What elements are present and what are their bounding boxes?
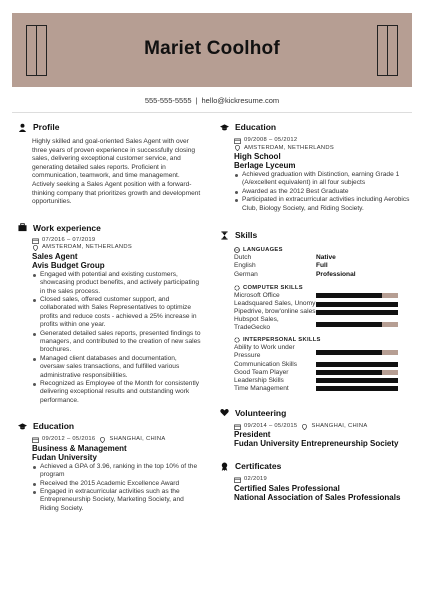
certificate-date-text: 02/2019: [244, 476, 268, 483]
skill-level-bar: [316, 302, 398, 307]
skill-level-fill: [316, 293, 382, 298]
languages-subheading: [220, 246, 410, 254]
skill-name: Pipedrive, brow'online sales: [234, 308, 316, 316]
list-item: Engaged with potential and existing customers, showcasing product benefits, and actively participating in the sales process.: [32, 271, 203, 296]
location-pin-icon: [301, 424, 308, 430]
certificates-heading: [220, 460, 410, 472]
skills-title: Skills: [235, 230, 258, 241]
language-row: [220, 262, 410, 270]
skill-level-fill: [316, 386, 398, 391]
calendar-icon: [32, 437, 39, 443]
language-level: Native: [316, 254, 336, 262]
volunteering-title: Volunteering: [235, 407, 287, 418]
profile-text: Highly skilled and goal-oriented Sales Agent with over three years of proven experience in successfully closing sales, delivering exceptional customer service, and generating detailed sales reports. Proficient in communication, teamwork, and time management. Actively seeking a Sales Agent position with a forward-thinking company that prioritizes growth and development opportunities.: [32, 138, 201, 206]
skill-row: [220, 369, 410, 377]
skill-name: Good Team Player: [234, 368, 289, 376]
globe-icon: [234, 247, 240, 253]
hs-bullets: [220, 171, 410, 213]
calendar-icon: [32, 238, 39, 244]
calendar-icon: [234, 424, 241, 430]
skill-row: [220, 344, 410, 360]
skill-level-fill: [316, 378, 398, 383]
gear-icon: [234, 285, 240, 291]
volunteering-dates: [220, 423, 410, 431]
work-title: Work experience: [33, 222, 101, 233]
hs-location-text: AMSTERDAM, NETHERLANDS: [244, 144, 335, 151]
skill-level-bar: [316, 310, 398, 315]
interpersonal-skills-title: INTERPERSONAL SKILLS: [243, 337, 321, 344]
list-item: Managed client databases and documentation, oversaw sales transactions, and fulfilled various administrative responsibilities.: [32, 355, 203, 380]
skill-level-bar: [316, 293, 398, 298]
language-row: [220, 271, 410, 279]
right-column: [220, 121, 410, 502]
skill-level-bar: [316, 386, 398, 391]
hs-school: Berlage Lyceum: [234, 161, 296, 170]
calendar-icon: [234, 477, 241, 483]
award-icon: [220, 462, 229, 471]
skill-name: Hubspot Sales, TradeGecko: [234, 316, 279, 332]
certificate-org: National Association of Sales Professionals: [234, 492, 401, 502]
education-title: Education: [33, 421, 75, 432]
skill-row: [220, 308, 410, 316]
person-icon: [18, 123, 27, 132]
graduation-cap-icon: [220, 123, 229, 132]
education-location: [99, 436, 165, 444]
work-role: Sales Agent: [32, 251, 78, 261]
list-item: Participated in extracurricular activities including Aerobics Club, Biology Society, and Riding Society.: [234, 196, 410, 213]
volunteering-dates-text: 09/2014 – 05/2015: [244, 422, 298, 429]
language-row: [220, 254, 410, 262]
work-location: [18, 244, 203, 252]
computer-skills-subheading: [220, 284, 410, 292]
education-degree: Business & Management: [32, 443, 127, 453]
language-name: Dutch: [234, 254, 252, 262]
skill-name: Leadership Skills: [234, 376, 284, 384]
work-dates-text: 07/2016 – 07/2019: [42, 236, 96, 243]
email[interactable]: hello@kickresume.com: [201, 96, 280, 105]
skill-level-fill: [316, 322, 382, 327]
certificate-date: [220, 476, 410, 484]
education-location-text: SHANGHAI, CHINA: [109, 436, 166, 443]
certificates-title: Certificates: [235, 461, 282, 472]
education-dates-text: 09/2012 – 05/2016: [42, 436, 96, 443]
list-item: Engaged in extracurricular activities such as the Entrepreneurship Society, Marketing Society, and Riding Society.: [32, 488, 203, 513]
location-pin-icon: [234, 145, 241, 151]
computer-skills-list: [220, 292, 410, 332]
volunteering-heading: [220, 407, 410, 419]
languages-title: LANGUAGES: [243, 247, 283, 254]
skill-row: [220, 300, 410, 308]
volunteering-role: President: [234, 430, 271, 440]
skill-level-fill: [316, 310, 398, 315]
calendar-icon: [234, 138, 241, 144]
volunteering-org: Fudan University Entrepreneurship Society: [234, 439, 399, 449]
hs-degree: High School: [234, 152, 281, 161]
work-bullets: [18, 271, 203, 406]
graduation-cap-icon: [18, 422, 27, 431]
skill-row: [220, 377, 410, 385]
location-pin-icon: [32, 245, 39, 251]
hourglass-icon: [220, 231, 229, 240]
skills-heading: [220, 229, 410, 241]
education-heading: [18, 420, 203, 432]
hs-location: [220, 145, 410, 153]
profile-heading: [18, 121, 203, 133]
hs-dates-text: 09/2008 – 05/2012: [244, 137, 298, 143]
skill-row: [220, 385, 410, 393]
skill-level-fill: [316, 370, 382, 375]
interpersonal-skills-list: [220, 344, 410, 393]
hs-dates: [220, 137, 410, 145]
education-dates: [18, 436, 203, 444]
skill-name: Leadsquared Sales, Unomy: [234, 300, 316, 308]
skill-row: [220, 316, 410, 332]
skill-level-bar: [316, 362, 398, 367]
skill-name: Ability to Work under Pressure: [234, 344, 295, 360]
skill-level-fill: [316, 302, 398, 307]
interpersonal-skills-subheading: [220, 336, 410, 344]
skill-level-bar: [316, 378, 398, 383]
list-item: Closed sales, offered customer support, and collaborated with Sales Representatives to optimize profits and reduce costs - achieved a 25% increase in profits within one year.: [32, 296, 203, 330]
work-dates: [18, 237, 203, 245]
work-org: Avis Budget Group: [32, 260, 105, 270]
skill-level-bar: [316, 350, 398, 355]
language-level: Professional: [316, 270, 356, 278]
list-item: Awarded as the 2012 Best Graduate: [234, 188, 410, 196]
heart-icon: [220, 408, 229, 417]
contact-line: [0, 96, 424, 105]
location-pin-icon: [99, 437, 106, 443]
header-divider: [12, 112, 412, 113]
skill-name: Communication Skills: [234, 360, 298, 368]
education-bullets: [18, 463, 203, 513]
language-level: Full: [316, 262, 328, 270]
briefcase-icon: [18, 223, 27, 232]
list-item: Recognized as Employee of the Month for consistently delivering exceptional results and outstanding work performance.: [32, 380, 203, 405]
skill-row: [220, 292, 410, 300]
computer-skills-title: COMPUTER SKILLS: [243, 284, 303, 291]
header-banner: [12, 13, 412, 87]
education-school: Fudan University: [32, 452, 97, 462]
skill-row: [220, 361, 410, 369]
skill-name: Time Management: [234, 384, 289, 392]
profile-title: Profile: [33, 122, 60, 132]
phone: 555-555-5555: [144, 96, 192, 105]
language-name: English: [234, 262, 256, 270]
volunteering-location-text: SHANGHAI, CHINA: [311, 422, 368, 429]
list-item: Generated detailed sales reports, presented findings to managers, and contributed to the creation of new sales brochures.: [32, 330, 203, 355]
skill-level-fill: [316, 350, 382, 355]
contact-separator: |: [195, 96, 198, 105]
list-item: Achieved a GPA of 3.96, ranking in the top 10% of the program: [32, 463, 203, 480]
work-location-text: AMSTERDAM, NETHERLANDS: [42, 244, 133, 251]
language-name: German: [234, 270, 258, 278]
certificate-name: Certified Sales Professional: [234, 483, 340, 493]
gear-icon: [234, 337, 240, 343]
left-column: [18, 121, 203, 513]
candidate-name: Mariet Coolhof: [144, 38, 280, 59]
education-heading-right: [220, 121, 410, 133]
skill-name: Microsoft Office: [234, 291, 280, 299]
list-item: Received the 2015 Academic Excellence Award: [32, 480, 203, 488]
skill-level-bar: [316, 370, 398, 375]
skill-level-bar: [316, 322, 398, 327]
skill-level-fill: [316, 362, 398, 367]
education-title-right: Education: [235, 122, 277, 132]
work-heading: [18, 222, 203, 234]
list-item: Achieved graduation with Distinction, earning Grade 1 (A/excellent equivalent) in all four subjects: [234, 171, 410, 188]
volunteering-location: [301, 423, 367, 431]
